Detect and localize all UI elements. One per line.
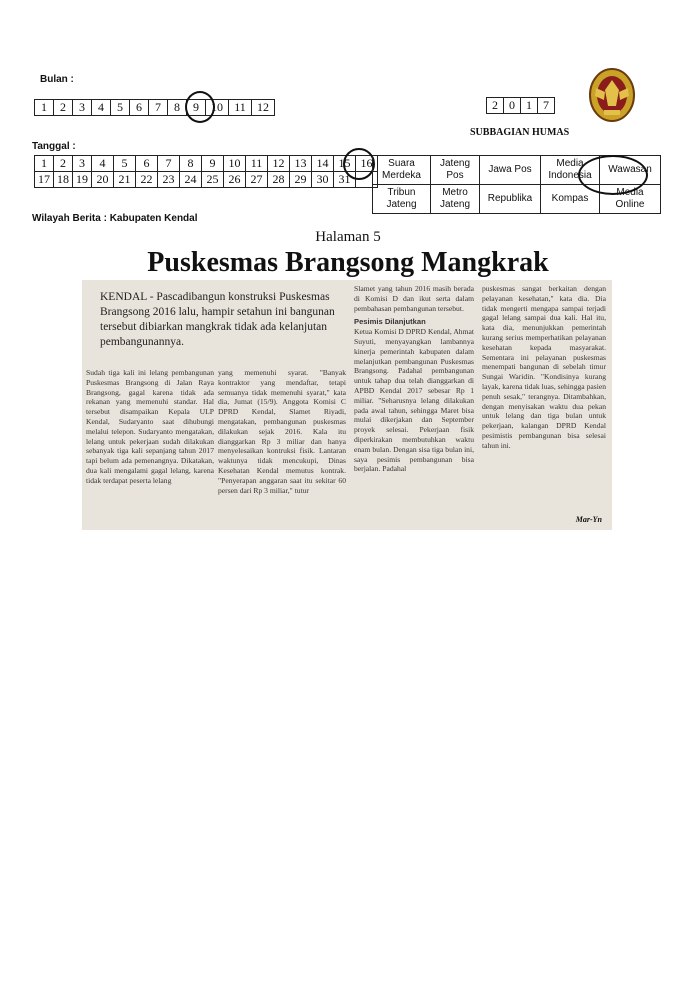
day-cell-9: 9 <box>202 156 224 172</box>
selected-media-circle <box>578 155 648 195</box>
day-cell-19: 19 <box>73 172 92 188</box>
day-cell-17: 17 <box>35 172 54 188</box>
day-cell-11: 11 <box>246 156 268 172</box>
emblem-logo <box>586 66 638 124</box>
month-cell-5: 5 <box>111 100 130 116</box>
month-cell-6: 6 <box>130 100 149 116</box>
day-cell-26: 26 <box>224 172 246 188</box>
month-cell-8: 8 <box>168 100 187 116</box>
column-3-top: Slamet yang tahun 2016 masih berada di Komisi D dan ikut serta dalam pembahasan pembangunan tersebut. <box>354 284 474 313</box>
article-lead: KENDAL - Pascadibangun konstruksi Puskesmas Brangsong 2016 lalu, hampir setahun ini bangunan tersebut dibiarkan mangkrak tidak ada kelanjutan pembangunannya. <box>100 291 335 348</box>
month-cell-7: 7 <box>149 100 168 116</box>
day-cell-28: 28 <box>268 172 290 188</box>
day-cell-12: 12 <box>268 156 290 172</box>
month-cell-10: 10 <box>206 100 229 116</box>
month-cell-3: 3 <box>73 100 92 116</box>
tanggal-label: Tanggal : <box>32 141 76 152</box>
day-cell-16: 16 <box>356 156 378 172</box>
day-cell-15: 15 <box>334 156 356 172</box>
article-column-4: puskesmas sangat berkaitan dengan pelayanan kesehatan," kata dia. Dia tidak mengerti mengapa sampai terjadi gagal lelang sampai dua kali. Hal itu, kata dia, menunjukkan pemerintah kurang serius memperhatikan pelayanan kesehatan kepada masyarakat. Sementara ini pelayanan puskesmas menempati bangunan di sebelah timur Sungai Waridin. "Kondisinya kurang layak, karena tidak luas, sehingga pasien penuh sesak," terangnya. Ditambahkan, dengan menyisakan waktu dua pekan untuk lelang dan tiga bulan untuk pekerjaan, kalangan DPRD Kendal pesimistis pembangunan bisa selesai tahun ini. <box>482 284 606 450</box>
day-cell-29: 29 <box>290 172 312 188</box>
day-cell-4: 4 <box>92 156 114 172</box>
day-cell-7: 7 <box>158 156 180 172</box>
media-cell-tribun-jateng: Tribun Jateng <box>373 185 431 214</box>
byline: Mar-Yn <box>575 515 602 524</box>
day-cell-2: 2 <box>54 156 73 172</box>
article-column-2: yang memenuhi syarat. "Banyak kontraktor yang mendaftar, tetapi semuanya tidak memenuhi syarat," kata dia, Jumat (15/9). Anggota Komisi C DPRD Kendal, Slamet Riyadi, mengatakan, pembangunan puskesmas dilakukan sejak 2016. Kala itu dianggarkan Rp 3 miliar dan hanya menyelesaikan kontruksi fisik. Lantaran waktunya tidak mencukupi, Dinas Kesehatan Kendal memutus kontrak. "Penyerapan anggaran saat itu sekitar 60 persen dari Rp 3 miliar," tutur <box>218 368 346 495</box>
media-cell-kompas: Kompas <box>541 185 600 214</box>
day-grid <box>34 155 378 188</box>
month-grid <box>34 99 275 116</box>
day-cell-6: 6 <box>136 156 158 172</box>
year-digit-1: 1 <box>521 98 538 114</box>
selected-month-circle <box>185 91 215 123</box>
media-cell-jawa-pos: Jawa Pos <box>480 156 541 185</box>
day-cell-18: 18 <box>54 172 73 188</box>
media-cell-media-indonesia: Media Indonesia <box>541 156 600 185</box>
media-cell-metro-jateng: Metro Jateng <box>431 185 480 214</box>
day-cell-25: 25 <box>202 172 224 188</box>
month-cell-9: 9 <box>187 100 206 116</box>
article-title: Puskesmas Brangsong Mangkrak <box>147 247 549 278</box>
day-cell-24: 24 <box>180 172 202 188</box>
month-cell-2: 2 <box>54 100 73 116</box>
day-cell-21: 21 <box>114 172 136 188</box>
day-cell-8: 8 <box>180 156 202 172</box>
media-cell-wawasan: Wawasan <box>600 156 661 185</box>
month-cell-12: 12 <box>252 100 275 116</box>
day-cell-5: 5 <box>114 156 136 172</box>
month-cell-11: 11 <box>229 100 252 116</box>
subbagian-humas: SUBBAGIAN HUMAS <box>470 127 570 138</box>
day-cell-14: 14 <box>312 156 334 172</box>
day-cell-23: 23 <box>158 172 180 188</box>
column-3-body: Ketua Komisi D DPRD Kendal, Ahmat Suyuti, menyayangkan lambannya kinerja pemerintah kabupaten dalam melanjutkan pembangunan Puskesmas Brangsong. Padahal pembangunan untuk tahap dua telah dianggarkan di APBD Kendal 2017 sebesar Rp 1 miliar. "Seharusnya lelang dilakukan pada awal tahun, sehingga Maret bisa mulai dikerjakan dan September proyek selesai. Pekerjaan fisik diperkirakan membutuhkan waktu enam bulan. Dengan sisa tiga bulan ini, saya pesimis pembangunan bisa berjalan. Padahal <box>354 327 474 474</box>
article-column-1: Sudah tiga kali ini lelang pembangunan Puskesmas Brangsong di Jalan Raya Brangsong, gagal karena tidak ada rekanan yang memenuhi standar. Hal tersebut disampaikan Kepala ULP Kendal, Sudaryanto saat dihubungi melalui telepon. Sudaryanto mengatakan, lelang untuk pekerjaan sudah dilakukan sebanyak tiga kali sepanjang tahun 2017 tapi belum ada pemenangnya. Dikatakan, dua kali mengalami gagal lelang, karena tidak terdapat peserta lelang <box>86 368 214 485</box>
day-cell-30: 30 <box>312 172 334 188</box>
year-digit-0: 0 <box>504 98 521 114</box>
day-cell-10: 10 <box>224 156 246 172</box>
selected-day-circle <box>343 148 375 180</box>
year-grid <box>486 97 555 114</box>
day-cell-27: 27 <box>246 172 268 188</box>
day-cell-20: 20 <box>92 172 114 188</box>
bulan-label: Bulan : <box>40 74 74 85</box>
media-cell-suara-merdeka: Suara Merdeka <box>373 156 431 185</box>
newspaper-clipping <box>82 280 612 530</box>
media-cell-republika: Republika <box>480 185 541 214</box>
subheading-pesimis: Pesimis Dilanjutkan <box>354 317 426 327</box>
month-cell-4: 4 <box>92 100 111 116</box>
day-cell-13: 13 <box>290 156 312 172</box>
year-digit-2: 2 <box>487 98 504 114</box>
day-cell-3: 3 <box>73 156 92 172</box>
month-cell-1: 1 <box>35 100 54 116</box>
wilayah-berita: Wilayah Berita : Kabupaten Kendal <box>32 213 198 224</box>
day-cell-22: 22 <box>136 172 158 188</box>
article-column-3 <box>354 284 474 474</box>
year-digit-7: 7 <box>538 98 555 114</box>
media-cell-media-online: Media Online <box>600 185 661 214</box>
media-cell-jateng-pos: Jateng Pos <box>431 156 480 185</box>
page-number: Halaman 5 <box>315 229 381 245</box>
day-cell-31: 31 <box>334 172 356 188</box>
day-cell-1: 1 <box>35 156 54 172</box>
